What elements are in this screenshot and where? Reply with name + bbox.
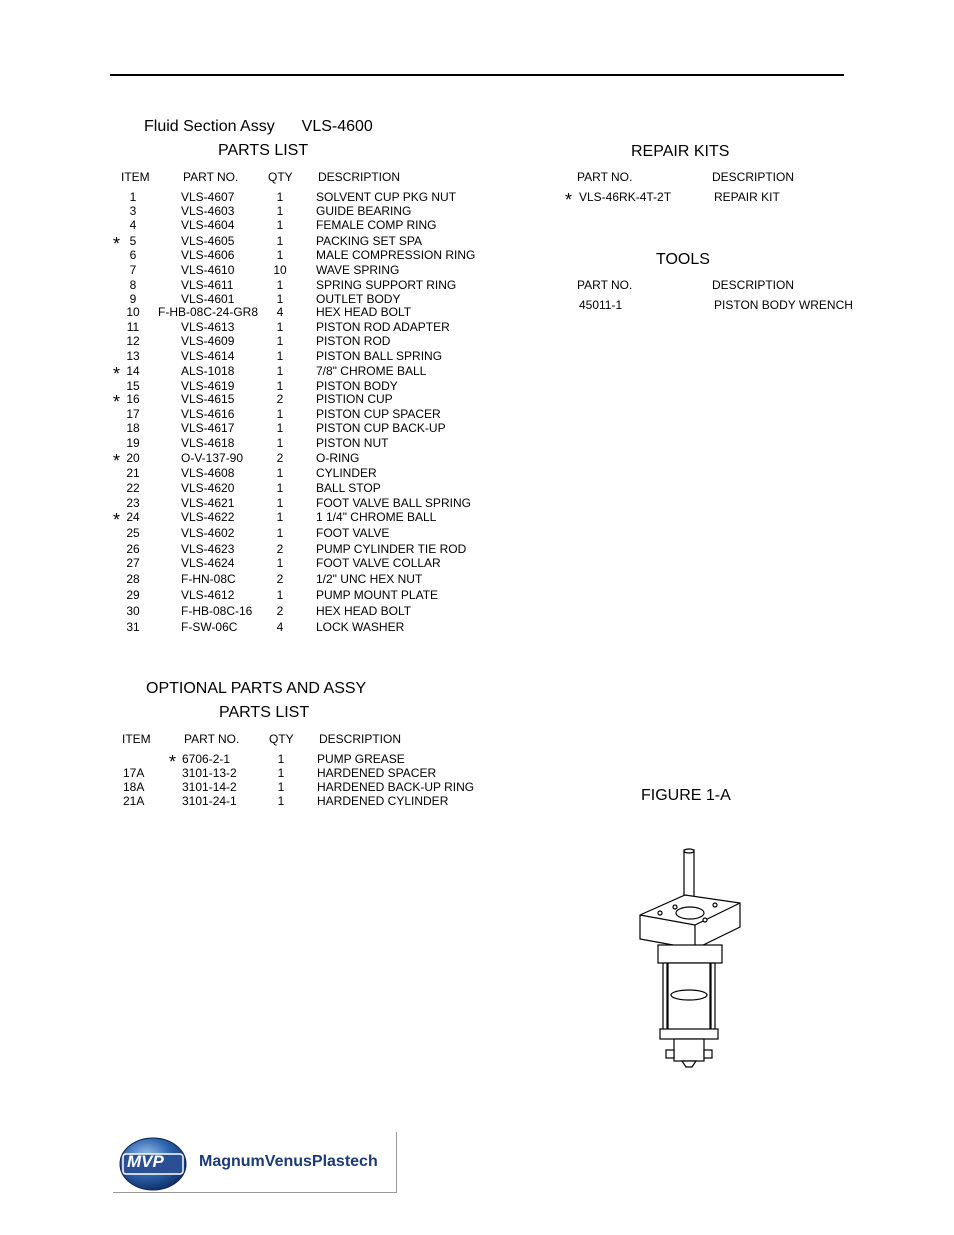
row-description: FOOT VALVE BALL SPRING — [316, 496, 471, 510]
row-qty: 4 — [276, 620, 284, 634]
row-part: VLS-4614 — [181, 349, 235, 363]
row-item: 24 — [126, 510, 140, 524]
pump-assembly-image — [630, 845, 750, 1070]
row-item: 27 — [126, 556, 140, 570]
row-description: 7/8" CHROME BALL — [316, 364, 427, 378]
opt-row-item: 18A — [123, 780, 145, 794]
opt-row-description: PUMP GREASE — [317, 752, 405, 766]
row-item: 19 — [126, 436, 140, 450]
row-item: 22 — [126, 481, 140, 495]
row-qty: 4 — [276, 305, 284, 319]
row-description: WAVE SPRING — [316, 263, 400, 277]
row-qty: 1 — [276, 292, 284, 306]
row-item: 5 — [129, 234, 137, 248]
row-part: VLS-4622 — [181, 510, 235, 524]
row-part: VLS-4608 — [181, 466, 235, 480]
row-qty: 1 — [276, 379, 284, 393]
tools-title: TOOLS — [656, 251, 710, 268]
col-header-qty: QTY — [268, 170, 293, 184]
row-part: VLS-4601 — [181, 292, 235, 306]
logo-mark: MVP — [127, 1152, 164, 1171]
asterisk-icon: * — [169, 752, 177, 772]
row-part: F-HB-08C-16 — [181, 604, 253, 618]
opt-col-header-qty: QTY — [269, 732, 294, 746]
row-description: BALL STOP — [316, 481, 381, 495]
row-item: 4 — [129, 218, 137, 232]
row-description: SPRING SUPPORT RING — [316, 278, 457, 292]
figure-label: FIGURE 1-A — [641, 787, 731, 804]
row-item: 29 — [126, 588, 140, 602]
row-item: 8 — [129, 278, 137, 292]
row-qty: 2 — [276, 451, 284, 465]
row-part: F-HB-08C-24-GR8 — [158, 305, 259, 319]
fluid-section-model: VLS-4600 — [301, 118, 373, 135]
row-part: VLS-4603 — [181, 204, 235, 218]
opt-row-description: HARDENED BACK-UP RING — [317, 780, 475, 794]
row-description: PISTON NUT — [316, 436, 389, 450]
row-description: LOCK WASHER — [316, 620, 405, 634]
row-item: 3 — [129, 204, 137, 218]
rk-col-header-desc: DESCRIPTION — [712, 170, 795, 184]
row-part: VLS-4605 — [181, 234, 235, 248]
row-item: 12 — [126, 334, 140, 348]
rk-part: VLS-46RK-4T-2T — [579, 190, 672, 204]
row-item: 14 — [126, 364, 140, 378]
row-description: PISTON BODY — [316, 379, 398, 393]
row-description: FOOT VALVE — [316, 526, 390, 540]
row-part: F-HN-08C — [181, 572, 236, 586]
row-part: O-V-137-90 — [181, 451, 244, 465]
col-header-part: PART NO. — [183, 170, 239, 184]
row-description: SOLVENT CUP PKG NUT — [316, 190, 457, 204]
row-qty: 1 — [276, 407, 284, 421]
row-qty: 1 — [276, 349, 284, 363]
row-qty: 1 — [276, 421, 284, 435]
row-qty: 1 — [276, 248, 284, 262]
opt-row-qty: 1 — [277, 766, 285, 780]
opt-row-item: 17A — [123, 766, 145, 780]
opt-row-part: 3101-14-2 — [182, 780, 237, 794]
row-part: VLS-4620 — [181, 481, 235, 495]
row-item: 23 — [126, 496, 140, 510]
row-part: VLS-4602 — [181, 526, 235, 540]
row-part: VLS-4621 — [181, 496, 235, 510]
row-item: 11 — [126, 320, 140, 334]
fluid-section-name: Fluid Section Assy — [144, 118, 275, 135]
row-item: 7 — [129, 263, 137, 277]
parts-list-title: PARTS LIST — [218, 142, 309, 159]
asterisk-icon: * — [113, 392, 121, 412]
row-item: 6 — [129, 248, 137, 262]
row-item: 17 — [126, 407, 140, 421]
logo-text: MagnumVenusPlastech — [199, 1153, 378, 1170]
row-part: VLS-4616 — [181, 407, 235, 421]
opt-col-header-desc: DESCRIPTION — [319, 732, 402, 746]
row-qty: 2 — [276, 604, 284, 618]
row-part: VLS-4624 — [181, 556, 235, 570]
row-part: VLS-4611 — [181, 278, 234, 292]
row-item: 16 — [126, 392, 140, 406]
row-qty: 1 — [276, 510, 284, 524]
row-part: ALS-1018 — [181, 364, 235, 378]
opt-row-qty: 1 — [277, 794, 285, 808]
rk-desc: REPAIR KIT — [714, 190, 780, 204]
asterisk-icon: * — [113, 364, 121, 384]
header-rule — [110, 74, 844, 76]
asterisk-icon: * — [113, 451, 121, 471]
row-qty: 1 — [276, 190, 284, 204]
row-description: 1 1/4" CHROME BALL — [316, 510, 437, 524]
asterisk-icon: * — [113, 510, 121, 530]
col-header-item: ITEM — [121, 170, 150, 184]
tools-col-header-desc: DESCRIPTION — [712, 278, 795, 292]
opt-row-qty: 1 — [277, 780, 285, 794]
row-description: PACKING SET SPA — [316, 234, 423, 248]
asterisk-icon: * — [113, 234, 121, 254]
row-part: VLS-4619 — [181, 379, 235, 393]
opt-col-header-part: PART NO. — [184, 732, 240, 746]
opt-col-header-item: ITEM — [122, 732, 151, 746]
repair-kits-title: REPAIR KITS — [631, 143, 730, 160]
row-item: 1 — [129, 190, 137, 204]
row-qty: 1 — [276, 364, 284, 378]
row-item: 9 — [129, 292, 137, 306]
row-part: VLS-4618 — [181, 436, 235, 450]
opt-row-qty: 1 — [277, 752, 285, 766]
rk-col-header-part: PART NO. — [577, 170, 633, 184]
row-qty: 10 — [273, 263, 287, 277]
row-qty: 1 — [276, 278, 284, 292]
row-item: 10 — [126, 305, 140, 319]
row-part: VLS-4612 — [181, 588, 235, 602]
row-description: CYLINDER — [316, 466, 377, 480]
row-part: VLS-4613 — [181, 320, 235, 334]
opt-row-part: 3101-13-2 — [182, 766, 237, 780]
tools-desc: PISTON BODY WRENCH — [714, 298, 853, 312]
row-part: VLS-4604 — [181, 218, 235, 232]
fluid-section-title — [144, 118, 373, 136]
opt-row-description: HARDENED CYLINDER — [317, 794, 449, 808]
row-item: 28 — [126, 572, 140, 586]
row-qty: 1 — [276, 334, 284, 348]
row-item: 26 — [126, 542, 140, 556]
row-part: VLS-4617 — [181, 421, 235, 435]
row-item: 20 — [126, 451, 140, 465]
row-part: VLS-4609 — [181, 334, 235, 348]
row-description: PUMP CYLINDER TIE ROD — [316, 542, 467, 556]
opt-row-part: 3101-24-1 — [182, 794, 237, 808]
opt-row-description: HARDENED SPACER — [317, 766, 437, 780]
row-part: VLS-4615 — [181, 392, 235, 406]
row-qty: 1 — [276, 556, 284, 570]
row-qty: 1 — [276, 588, 284, 602]
row-description: O-RING — [316, 451, 360, 465]
row-item: 31 — [126, 620, 140, 634]
asterisk-icon: * — [565, 190, 573, 210]
row-description: HEX HEAD BOLT — [316, 305, 412, 319]
row-qty: 1 — [276, 218, 284, 232]
row-item: 21 — [126, 466, 140, 480]
row-qty: 1 — [276, 320, 284, 334]
row-description: 1/2" UNC HEX NUT — [316, 572, 423, 586]
row-part: F-SW-06C — [181, 620, 238, 634]
row-description: OUTLET BODY — [316, 292, 401, 306]
row-part: VLS-4607 — [181, 190, 235, 204]
row-item: 13 — [126, 349, 140, 363]
tools-col-header-part: PART NO. — [577, 278, 633, 292]
opt-row-item: 21A — [123, 794, 145, 808]
row-part: VLS-4606 — [181, 248, 235, 262]
row-description: PISTON BALL SPRING — [316, 349, 443, 363]
row-qty: 1 — [276, 436, 284, 450]
row-description: FEMALE COMP RING — [316, 218, 437, 232]
row-item: 25 — [126, 526, 140, 540]
row-description: MALE COMPRESSION RING — [316, 248, 476, 262]
row-description: PUMP MOUNT PLATE — [316, 588, 439, 602]
row-qty: 1 — [276, 526, 284, 540]
optional-parts-list-title: PARTS LIST — [219, 704, 310, 721]
row-description: PISTION CUP — [316, 392, 393, 406]
col-header-desc: DESCRIPTION — [318, 170, 401, 184]
row-item: 18 — [126, 421, 140, 435]
row-description: GUIDE BEARING — [316, 204, 412, 218]
row-item: 30 — [126, 604, 140, 618]
row-qty: 1 — [276, 204, 284, 218]
row-description: PISTON ROD ADAPTER — [316, 320, 450, 334]
row-qty: 1 — [276, 481, 284, 495]
row-description: HEX HEAD BOLT — [316, 604, 412, 618]
row-qty: 1 — [276, 496, 284, 510]
row-description: PISTON ROD — [316, 334, 391, 348]
opt-row-part: 6706-2-1 — [182, 752, 231, 766]
company-logo — [113, 1132, 397, 1193]
row-qty: 2 — [276, 392, 284, 406]
optional-title: OPTIONAL PARTS AND ASSY — [146, 680, 367, 697]
row-qty: 2 — [276, 542, 284, 556]
row-qty: 1 — [276, 466, 284, 480]
row-description: PISTON CUP BACK-UP — [316, 421, 446, 435]
row-qty: 1 — [276, 234, 284, 248]
tools-part: 45011-1 — [579, 298, 623, 312]
row-description: PISTON CUP SPACER — [316, 407, 441, 421]
row-part: VLS-4623 — [181, 542, 235, 556]
row-part: VLS-4610 — [181, 263, 235, 277]
row-item: 15 — [126, 379, 140, 393]
row-qty: 2 — [276, 572, 284, 586]
row-description: FOOT VALVE COLLAR — [316, 556, 441, 570]
